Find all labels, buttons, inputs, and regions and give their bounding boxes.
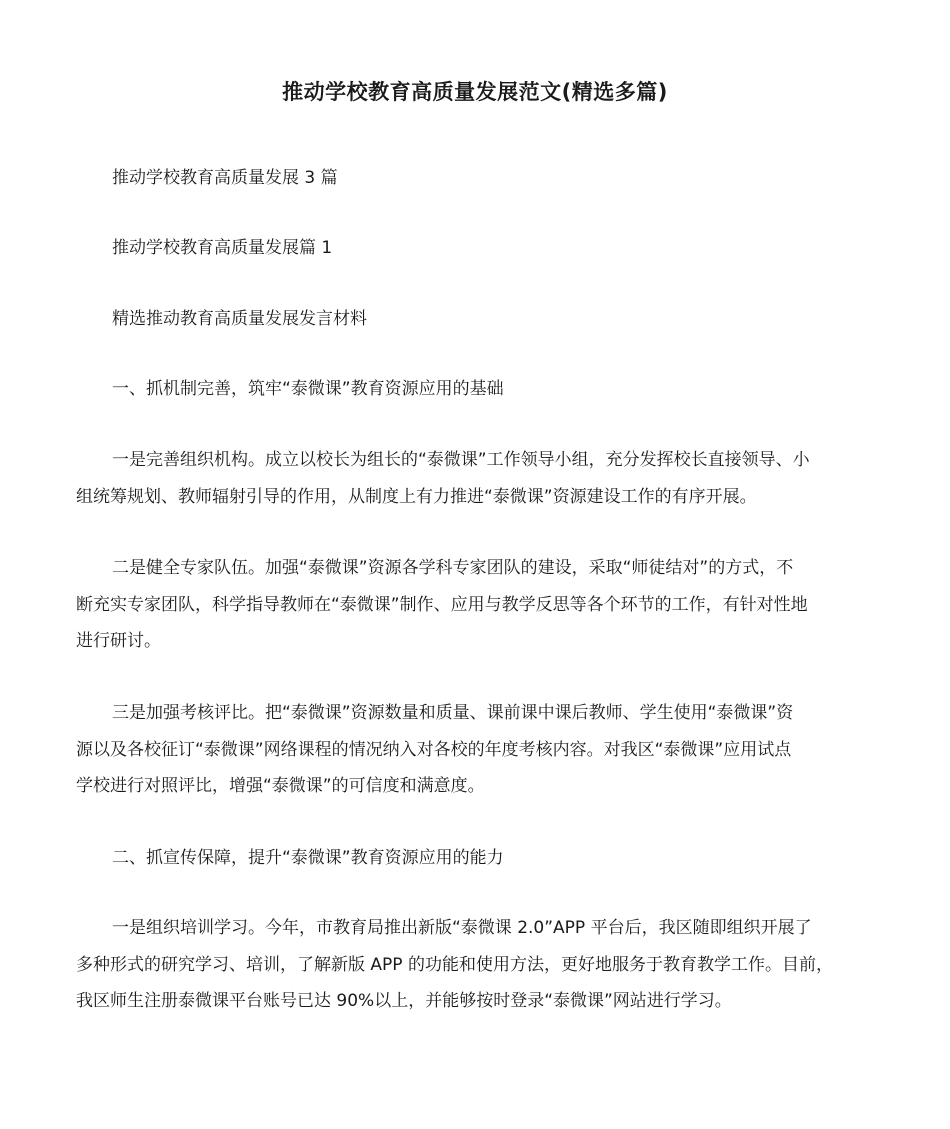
- paragraph-line: 学校进行对照评比，增强“泰微课”的可信度和满意度。: [76, 776, 485, 796]
- paragraph-line: 二、抓宣传保障，提升“泰微课”教育资源应用的能力: [112, 848, 504, 868]
- paragraph-line: 我区师生注册泰微课平台账号已达 90%以上，并能够按时登录“泰微课”网站进行学习。: [76, 991, 732, 1011]
- paragraph-line: 二是健全专家队伍。加强“泰微课”资源各学科专家团队的建设，采取“师徒结对”的方式，不: [112, 558, 794, 578]
- paragraph-organization: [76, 442, 874, 515]
- paragraph-line: 一、抓机制完善，筑牢“泰微课”教育资源应用的基础: [112, 379, 504, 399]
- paragraph-line: 推动学校教育高质量发展 3 篇: [112, 168, 338, 188]
- paragraph-line: 精选推动教育高质量发展发言材料: [112, 309, 367, 329]
- paragraph-line: 多种形式的研究学习、培训，了解新版 APP 的功能和使用方法，更好地服务于教育教学工作。目前，: [76, 954, 833, 975]
- paragraph-line: 进行研讨。: [76, 631, 161, 651]
- paragraph-line: 三是加强考核评比。把“泰微课”资源数量和质量、课前课中课后教师、学生使用“泰微课”资: [112, 703, 794, 723]
- paragraph-line: 组统筹规划、教师辐射引导的作用，从制度上有力推进“泰微课”资源建设工作的有序开展。: [76, 486, 757, 507]
- paragraph-heading-1: [76, 160, 874, 197]
- paragraph-heading-2: [76, 230, 874, 267]
- section-heading-2: [76, 840, 874, 877]
- paragraph-line: 断充实专家团队，科学指导教师在“泰微课”制作、应用与教学反思等各个环节的工作，有针对性地: [76, 594, 808, 615]
- paragraph-experts: [76, 550, 874, 660]
- document-title: 推动学校教育高质量发展范文(精选多篇): [282, 80, 668, 104]
- paragraph-heading-3: [76, 301, 874, 338]
- paragraph-line: 一是完善组织机构。成立以校长为组长的“泰微课”工作领导小组，充分发挥校长直接领导、小: [112, 450, 810, 470]
- paragraph-training: [76, 910, 874, 1020]
- section-heading-1: [76, 371, 874, 408]
- paragraph-line: 源以及各校征订“泰微课”网络课程的情况纳入对各校的年度考核内容。对我区“泰微课”应用试点: [76, 739, 792, 760]
- paragraph-assessment: [76, 695, 874, 805]
- paragraph-line: 推动学校教育高质量发展篇 1: [112, 238, 333, 258]
- paragraph-line: 一是组织培训学习。今年，市教育局推出新版“泰微课 2.0”APP 平台后，我区随即组织开展了: [112, 918, 812, 938]
